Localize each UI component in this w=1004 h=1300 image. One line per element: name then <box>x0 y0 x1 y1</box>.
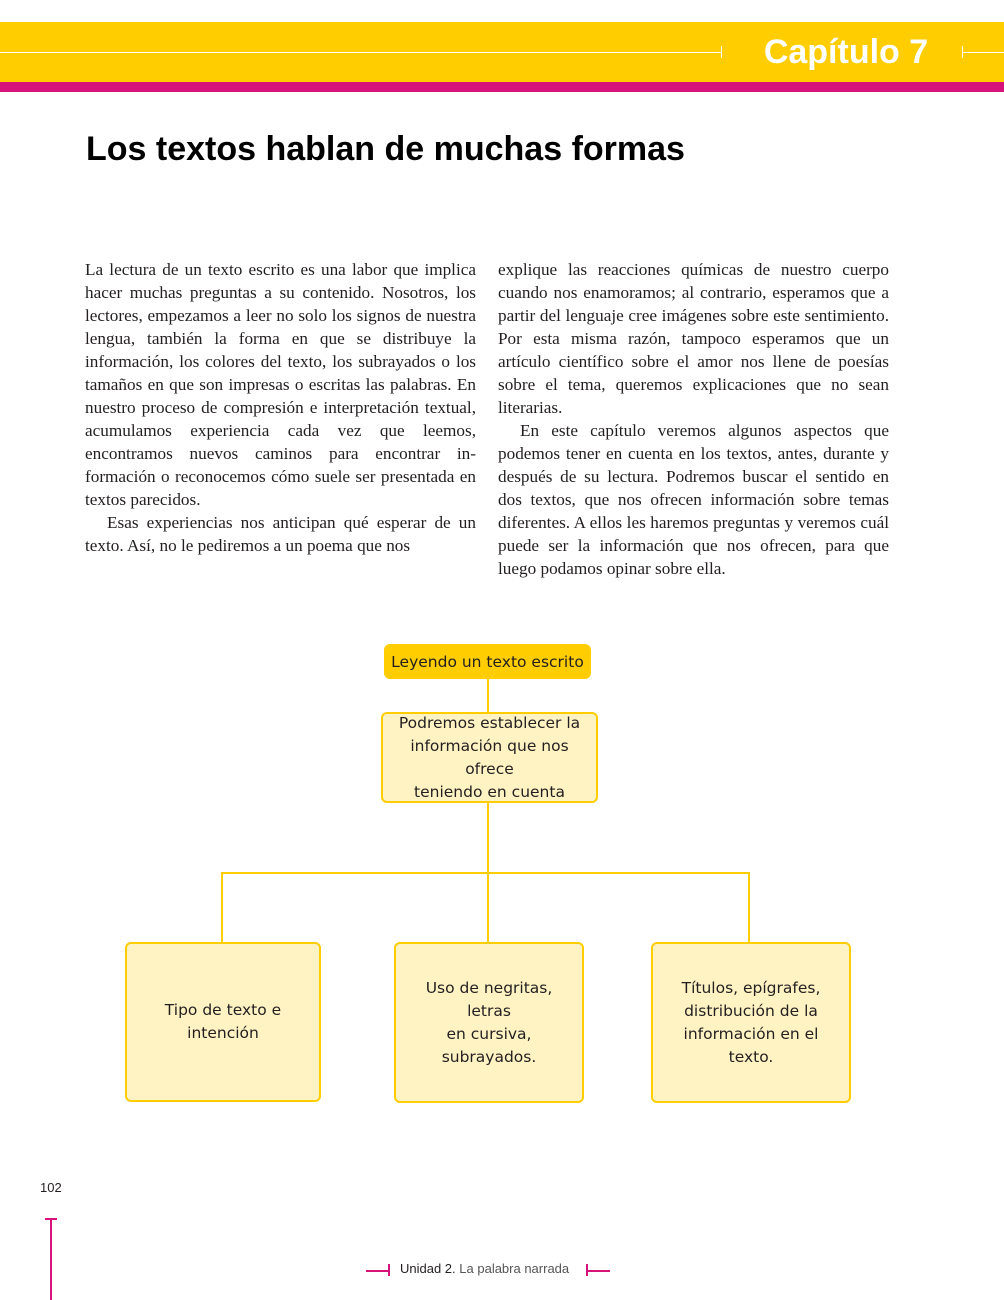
margin-rule <box>50 1218 52 1300</box>
connector-leaf-left <box>221 872 223 942</box>
diagram-middle-line: teniendo en cuenta <box>414 782 565 801</box>
header-rule-tick-left <box>721 46 722 58</box>
diagram-leaf-line: información en el texto. <box>683 1024 819 1066</box>
footer-rule-right <box>586 1270 610 1272</box>
diagram-root-box <box>384 644 591 679</box>
diagram-leaf-line: Uso de negritas, letras <box>425 978 553 1020</box>
footer-rule-left <box>366 1270 388 1272</box>
diagram-leaf-line: en cursiva, subrayados. <box>441 1024 537 1066</box>
paragraph: La lectura de un texto escrito es una labor que implica hacer muchas preguntas a su contenido. Nosotros, los lectores, empezamos a leer no solo los signos de nuestra lengua, también la forma en que se distribuye la información, los colores del texto, los subrayados o los tamaños en que son impresas o escritas las palabras. En nuestro proceso de compresión e interpretación textual, acumulamos experiencia cada vez que leemos, encontramos nuevos caminos para encontrar información o reconocemos cómo suele ser presentada en textos parecidos. <box>85 260 476 509</box>
body-column-right <box>498 258 889 580</box>
header-rule-left <box>0 52 722 53</box>
diagram-leaf-text-type <box>125 942 321 1102</box>
paragraph: En este capítulo veremos algunos aspectos que podemos tener en cuenta en los textos, antes, durante y después de su lectura. Podremos buscar el sentido en dos textos, que nos ofrecen información sobre temas diferentes. A ellos les haremos preguntas y veremos cuál puede ser la información que nos ofrecen, para que luego podamos opinar sobre ella. <box>498 421 889 578</box>
paragraph: explique las reacciones químicas de nuestro cuerpo cuando nos enamoramos; al contrario, esperamos que a partir del lenguaje cree imágenes sobre este sentimiento. Por esta misma razón, tampoco esperamos que un artículo científico sobre el amor nos llene de poesías sobre el tema, queremos explicaciones que no sean literarias. <box>498 260 889 417</box>
footer-tick-left <box>388 1264 390 1276</box>
page-number: 102 <box>40 1180 62 1195</box>
footer-section: La palabra narrada <box>459 1261 570 1276</box>
connector-middle-trunk <box>487 803 489 942</box>
body-column-left <box>85 258 476 557</box>
chapter-label: Capítulo 7 <box>763 33 929 71</box>
header-accent-band <box>0 82 1004 92</box>
diagram-leaf-titles <box>651 942 851 1103</box>
diagram-middle-box <box>381 712 598 803</box>
diagram-leaf-line: distribución de la <box>684 1001 818 1020</box>
diagram-leaf-formatting <box>394 942 584 1103</box>
diagram-root-label: Leyendo un texto escrito <box>391 652 584 671</box>
diagram-leaf-line: Títulos, epígrafes, <box>681 978 821 997</box>
footer-unit: Unidad 2. <box>400 1261 456 1276</box>
page-title: Los textos hablan de muchas formas <box>86 130 685 168</box>
paragraph: Esas experiencias nos anticipan qué esperar de un texto. Así, no le pediremos a un poema que nos <box>85 513 476 555</box>
footer-text <box>400 1261 569 1276</box>
diagram-leaf-line: Tipo de texto e intención <box>164 1001 282 1042</box>
diagram-middle-line: información que nos ofrece <box>410 736 569 778</box>
header-rule-right <box>962 52 1004 53</box>
connector-horizontal <box>221 872 750 874</box>
diagram-middle-line: Podremos establecer la <box>398 713 581 732</box>
connector-leaf-right <box>748 872 750 942</box>
header-rule-tick-right <box>962 46 963 58</box>
connector-root-middle <box>487 679 489 712</box>
